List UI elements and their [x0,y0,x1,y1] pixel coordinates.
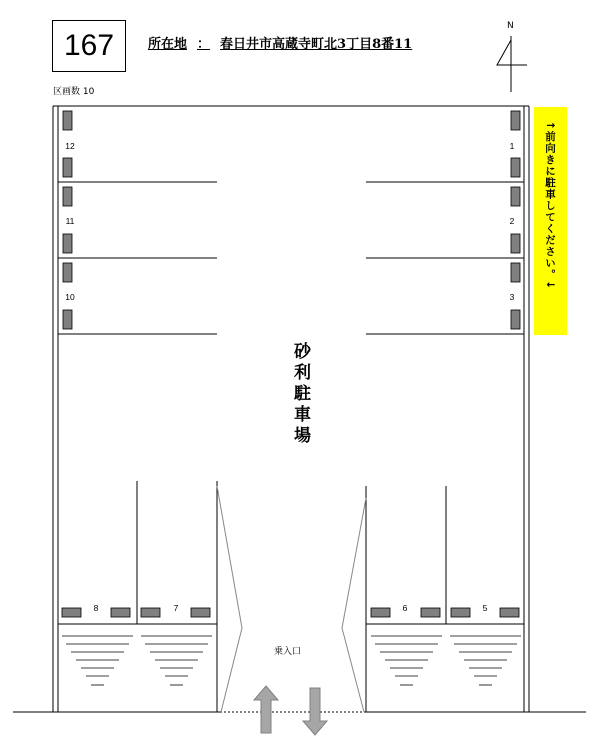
address-separator: ： [197,37,211,52]
space-count: 区画数 10 [53,87,95,97]
notice-text: ↑前向きに駐車してください。↓ [544,121,556,291]
entrance-flare [217,486,366,712]
north-label: N [507,21,514,31]
space-number-6: 6 [402,603,408,613]
space-number-1: 1 [509,141,515,151]
space-number-2: 2 [509,216,515,226]
entrance-label: 乗入口 [274,647,302,657]
notice-banner [534,107,567,335]
surface-label: 砂利駐車場 [290,342,310,447]
space-number-12: 12 [65,141,75,151]
space-number-8: 8 [93,603,99,613]
address-line [148,33,412,52]
space-number-11: 11 [65,216,75,226]
address-label: 所在地 [148,37,188,52]
space-number-5: 5 [482,603,488,613]
space-number-3: 3 [509,292,515,302]
address-value: 春日井市高蔵寺町北3丁目8番11 [220,37,413,52]
entry-arrow-icon [254,686,278,733]
lot-number: 167 [52,20,126,72]
space-number-10: 10 [65,292,75,302]
space-number-7: 7 [173,603,179,613]
north-arrow-icon [497,36,527,92]
